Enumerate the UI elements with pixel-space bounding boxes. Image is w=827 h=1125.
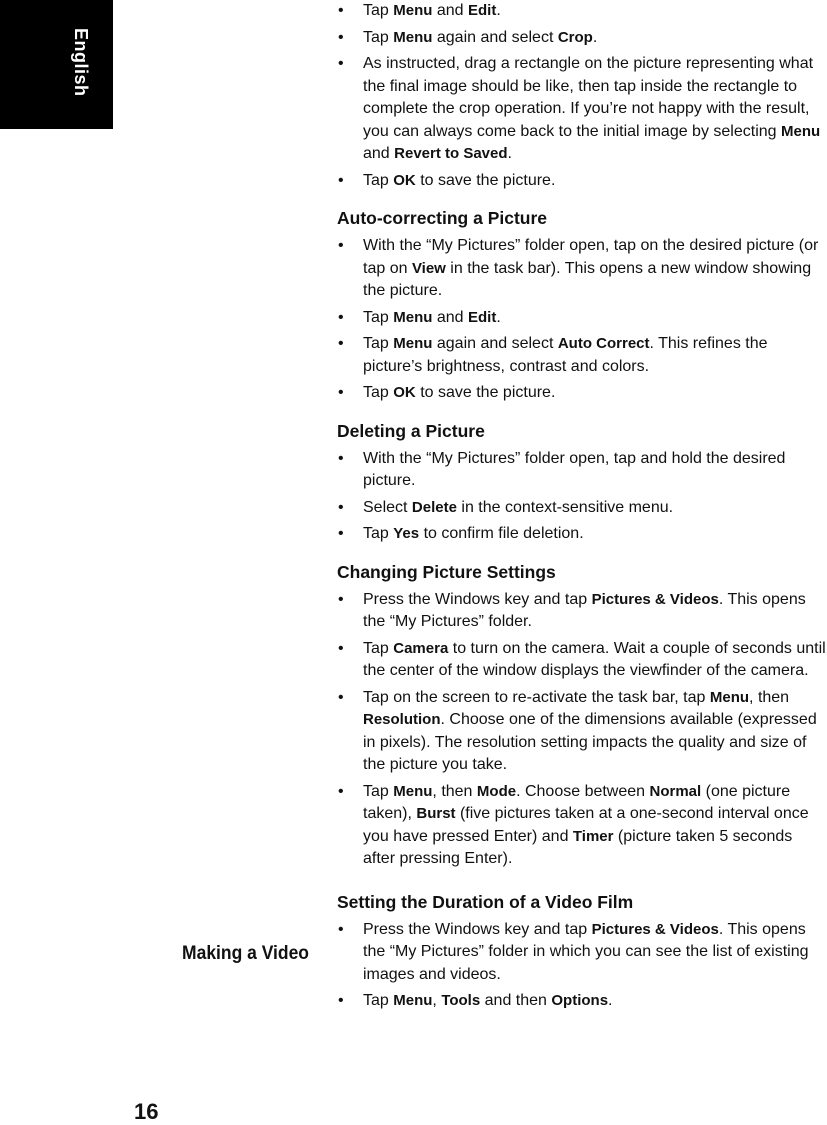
crop-steps xyxy=(337,0,827,192)
step-text: again and select xyxy=(432,335,558,352)
section-heading-autocorrect: Auto-correcting a Picture xyxy=(337,208,548,228)
ui-term: Mode xyxy=(476,782,517,800)
step-text: With the “My Pictures” folder open, tap on the desired picture (or tap on xyxy=(363,237,819,277)
ui-term: Auto Correct xyxy=(557,335,650,352)
step-text: . Choose between xyxy=(516,782,650,800)
bullet-glyph: • xyxy=(338,308,344,326)
bullet-glyph: • xyxy=(338,28,344,46)
ui-term: Edit xyxy=(468,2,497,19)
list-item xyxy=(337,235,827,303)
step-text: . xyxy=(496,2,501,19)
step-text: to turn on the camera. Wait a couple of seconds until the center of the window displays the viewfinder of the camera. xyxy=(363,639,826,679)
bullet-glyph: • xyxy=(338,525,344,542)
list-item xyxy=(337,638,827,683)
step-text: , then xyxy=(432,782,477,800)
step-text: Tap xyxy=(363,335,394,352)
step-text: and then xyxy=(480,992,552,1009)
step-text: (picture taken 5 seconds after pressing Enter). xyxy=(363,827,793,867)
ui-term: Delete xyxy=(411,498,457,516)
step-text: and xyxy=(363,145,395,162)
ui-term: Menu xyxy=(781,122,821,140)
bullet-glyph: • xyxy=(338,55,344,72)
ui-term: Menu xyxy=(393,308,433,326)
step-text: Tap xyxy=(363,171,394,189)
step-text: . xyxy=(592,28,598,46)
list-item xyxy=(337,333,827,378)
bullet-glyph: • xyxy=(338,688,344,706)
list-item xyxy=(337,497,827,520)
ui-term: Yes xyxy=(393,525,420,542)
ui-term: Edit xyxy=(468,308,497,326)
bullet-glyph: • xyxy=(338,449,344,467)
step-text: Tap xyxy=(363,525,394,542)
step-text: . xyxy=(608,992,613,1009)
list-item xyxy=(337,448,827,493)
list-item xyxy=(337,53,827,166)
step-text: , xyxy=(432,992,442,1009)
step-text: Tap on the screen to re-activate the task bar, tap xyxy=(363,688,710,706)
step-text: As instructed, drag a rectangle on the picture representing what the final image should be like, then tap inside the rectangle to complete the crop operation. If you’re not happy with the result, you can always come back to the initial image by selecting xyxy=(363,55,814,140)
language-tab-label: English xyxy=(71,28,91,97)
video-steps xyxy=(337,919,827,1013)
bullet-glyph: • xyxy=(338,498,344,516)
step-text: again and select xyxy=(432,28,558,46)
step-text: Tap xyxy=(363,384,394,401)
ui-term: Resolution xyxy=(363,711,441,728)
step-text: . Choose one of the dimensions available (expressed in pixels). The resolution setting impacts the quality and size of the picture you take. xyxy=(363,711,817,773)
step-text: in the task bar). This opens a new window showing the picture. xyxy=(363,259,812,299)
ui-term: Timer xyxy=(572,827,614,845)
step-text: Tap xyxy=(363,28,394,46)
list-item xyxy=(337,307,827,330)
step-text: to save the picture. xyxy=(415,384,556,401)
list-item xyxy=(337,589,827,634)
step-text: , then xyxy=(749,688,790,706)
section-heading-delete: Deleting a Picture xyxy=(337,420,485,441)
list-item xyxy=(337,781,827,871)
step-text: in the context-sensitive menu. xyxy=(456,498,674,516)
list-item xyxy=(337,27,827,50)
step-text: With the “My Pictures” folder open, tap and hold the desired picture. xyxy=(363,449,786,489)
list-item xyxy=(337,382,827,405)
step-text: Tap xyxy=(363,308,394,326)
list-item xyxy=(337,919,827,987)
ui-term: Menu xyxy=(393,28,433,46)
bullet-glyph: • xyxy=(338,590,344,608)
language-tab xyxy=(0,0,113,129)
bullet-glyph: • xyxy=(338,782,344,800)
step-text: Tap xyxy=(363,639,394,657)
step-text: . This opens the “My Pictures” folder. xyxy=(363,590,806,630)
list-item xyxy=(337,990,827,1013)
step-text: to save the picture. xyxy=(415,171,556,189)
bullet-glyph: • xyxy=(338,237,344,254)
ui-term: Pictures & Videos xyxy=(591,590,719,608)
bullet-glyph: • xyxy=(338,920,344,938)
ui-term: Menu xyxy=(709,688,750,706)
step-text: (one picture taken), xyxy=(363,782,791,822)
settings-steps xyxy=(337,589,827,871)
bullet-glyph: • xyxy=(338,639,344,657)
bullet-glyph: • xyxy=(338,335,344,352)
step-text: . xyxy=(507,145,512,162)
ui-term: Menu xyxy=(393,2,433,19)
ui-term: Menu xyxy=(393,782,433,800)
ui-term: Normal xyxy=(649,782,702,800)
step-text: to confirm file deletion. xyxy=(419,525,584,542)
step-text: and xyxy=(432,2,469,19)
autocorrect-steps xyxy=(337,235,827,405)
section-heading-settings: Changing Picture Settings xyxy=(337,561,556,582)
bullet-glyph: • xyxy=(338,2,344,19)
list-item xyxy=(337,0,827,23)
ui-term: Camera xyxy=(393,639,449,657)
step-text: . This opens the “My Pictures” folder in which you can see the list of existing images and videos. xyxy=(363,920,809,983)
step-text: Tap xyxy=(363,992,394,1009)
bullet-glyph: • xyxy=(338,384,344,401)
ui-term: Menu xyxy=(393,335,433,352)
ui-term: Burst xyxy=(416,805,456,822)
section-heading-video: Setting the Duration of a Video Film xyxy=(337,891,634,912)
ui-term: Menu xyxy=(393,992,433,1009)
list-item xyxy=(337,170,827,193)
ui-term: Crop xyxy=(557,28,593,46)
bullet-glyph: • xyxy=(338,992,344,1009)
step-text: Tap xyxy=(363,782,394,800)
delete-steps xyxy=(337,448,827,546)
step-text: (five pictures taken at a one-second interval once you have pressed Enter) and xyxy=(363,805,809,845)
step-text: . This refines the picture’s brightness, contrast and colors. xyxy=(363,335,768,375)
step-text: . xyxy=(496,308,501,326)
margin-heading: Making a Video xyxy=(182,943,309,964)
list-item xyxy=(337,523,827,546)
step-text: Press the Windows key and tap xyxy=(363,590,592,608)
page-number: 16 xyxy=(134,1099,159,1124)
step-text: Select xyxy=(363,498,412,516)
ui-term: Revert to Saved xyxy=(394,145,508,162)
ui-term: Options xyxy=(551,992,609,1009)
step-text: and xyxy=(432,308,469,326)
list-item xyxy=(337,687,827,777)
ui-term: Pictures & Videos xyxy=(591,920,719,938)
main-content xyxy=(337,0,827,1017)
ui-term: OK xyxy=(393,171,416,189)
ui-term: OK xyxy=(393,384,416,401)
ui-term: View xyxy=(411,259,446,277)
step-text: Press the Windows key and tap xyxy=(363,920,592,938)
step-text: Tap xyxy=(363,2,394,19)
ui-term: Tools xyxy=(441,992,481,1009)
bullet-glyph: • xyxy=(338,171,344,189)
